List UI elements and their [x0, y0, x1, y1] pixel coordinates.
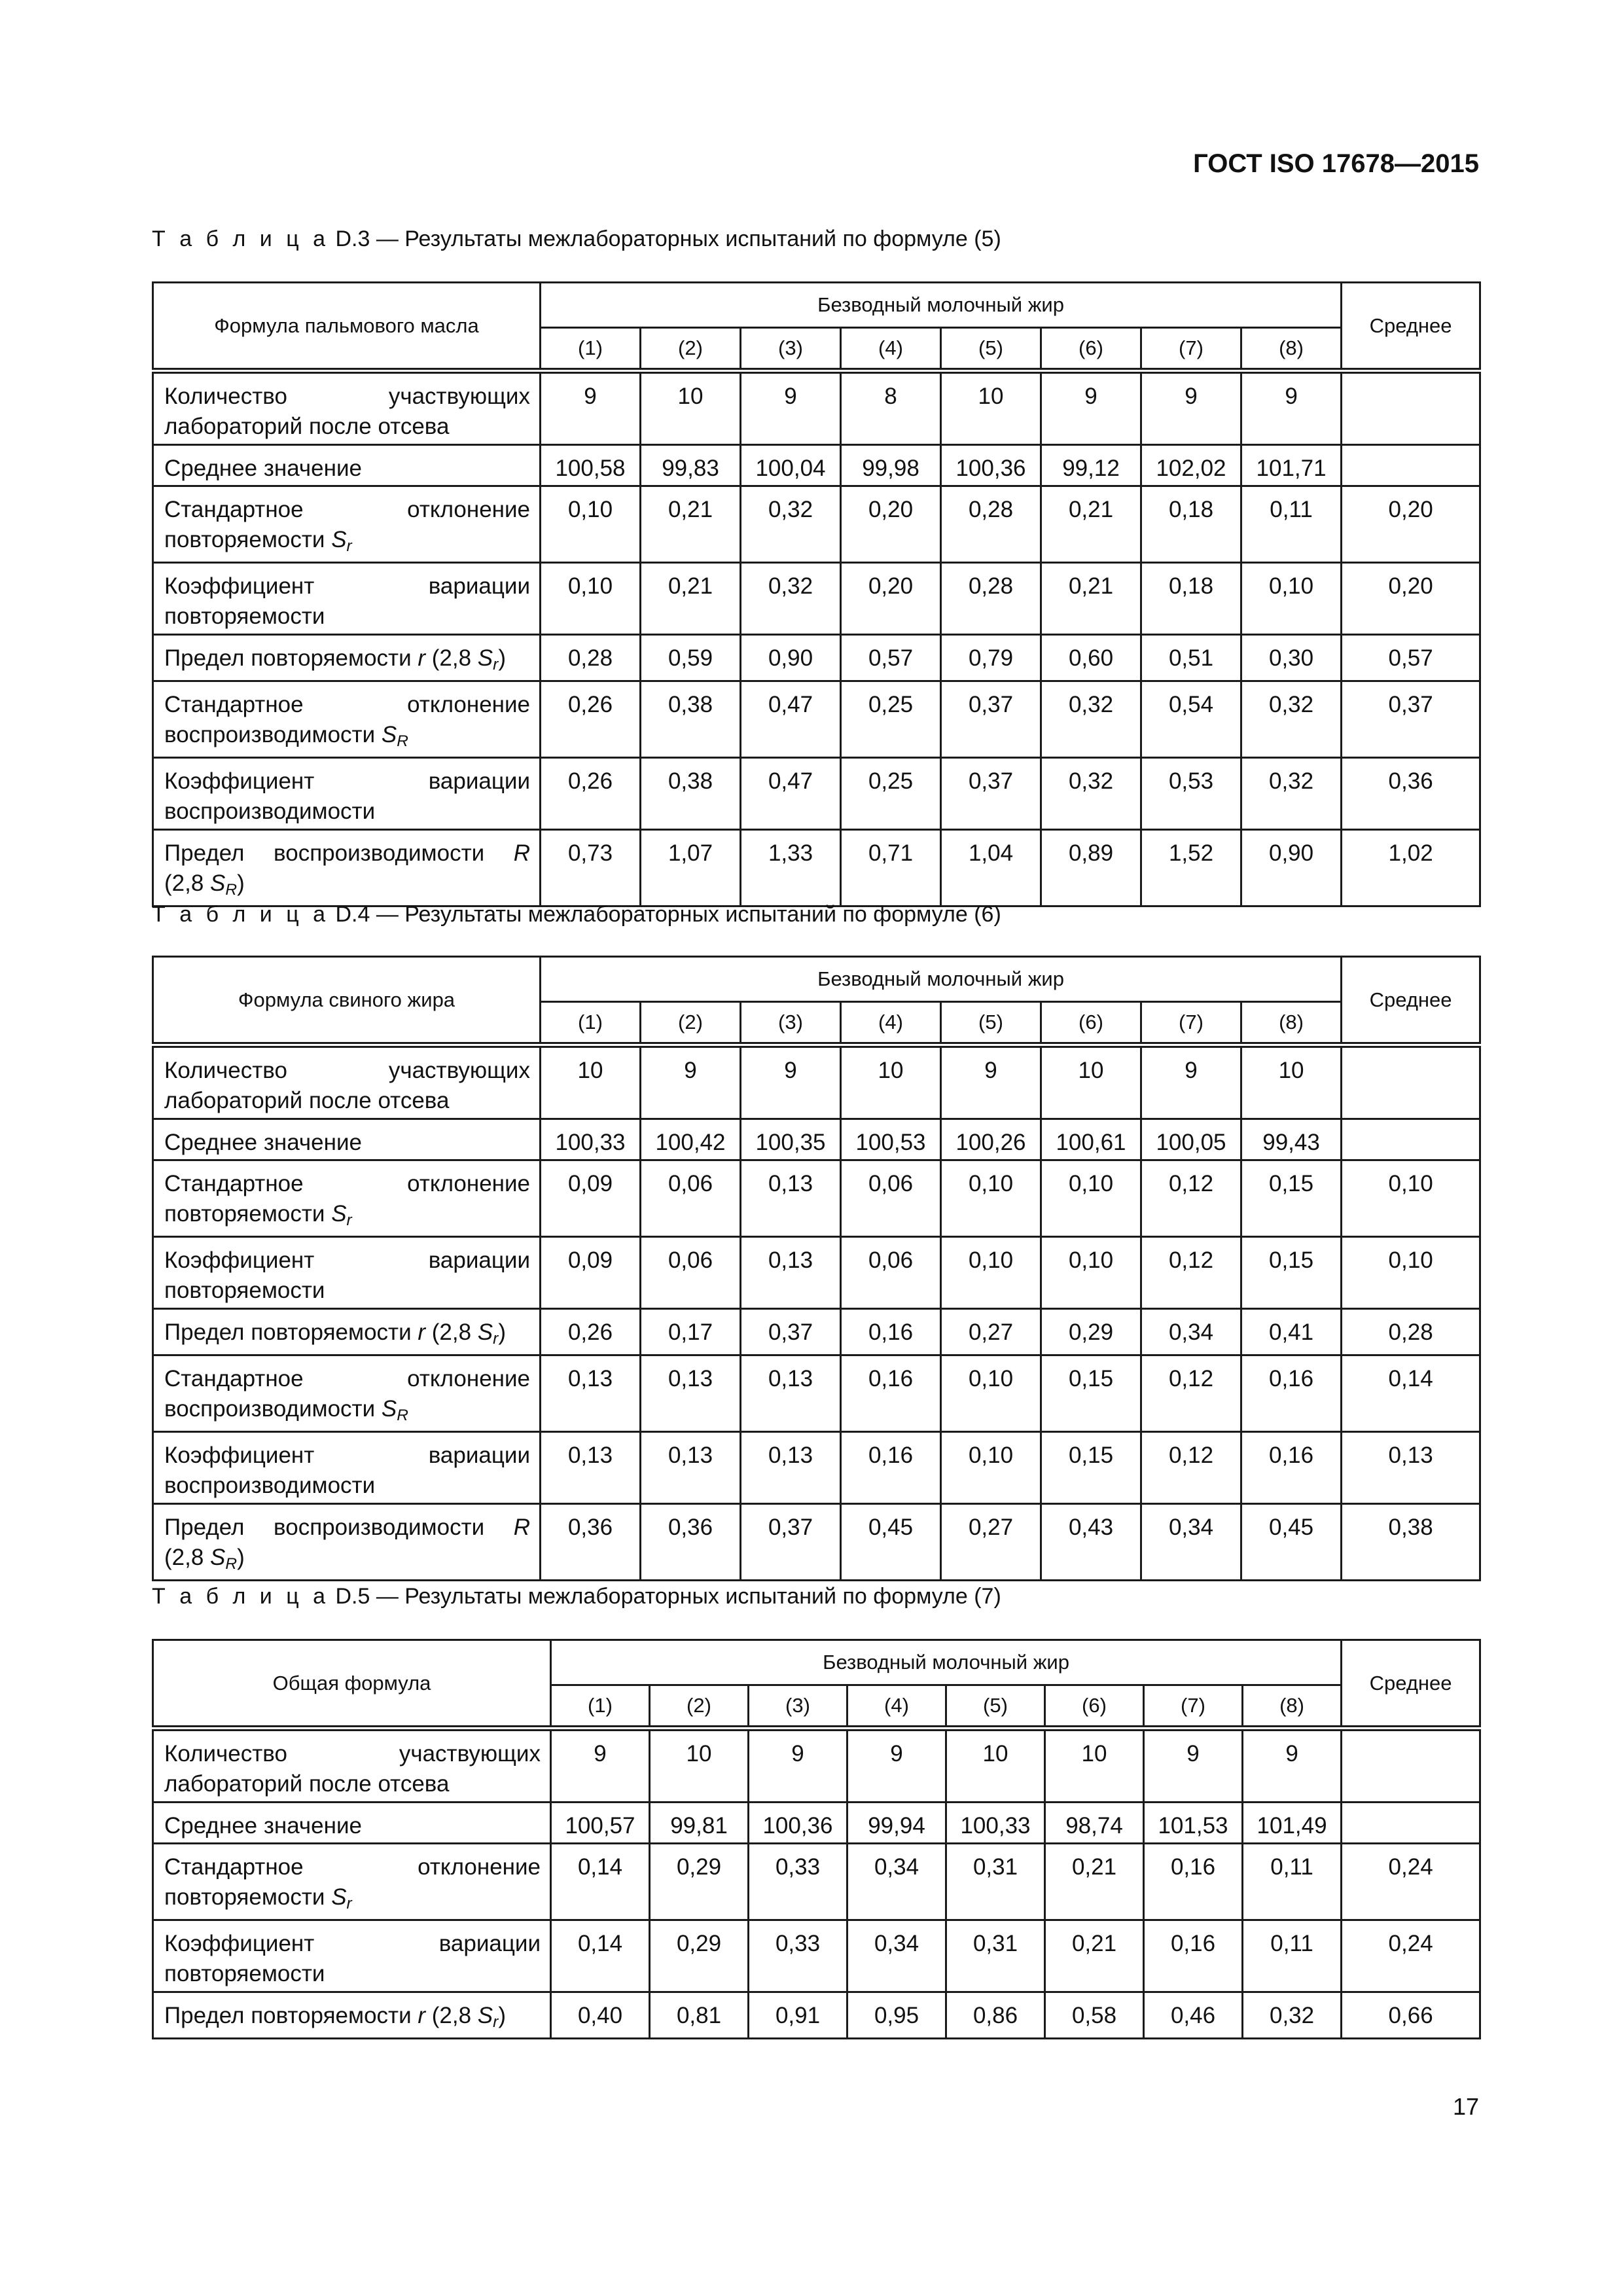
value-cell: 99,94 — [847, 1803, 946, 1844]
caption-label: Т а б л и ц а — [152, 1584, 330, 1609]
average-cell — [1342, 1729, 1480, 1803]
caption-text: D.3 — Результаты межлабораторных испытаний по формуле (5) — [329, 226, 1001, 251]
value-cell: 0,16 — [1144, 1844, 1243, 1920]
value-cell: 0,32 — [1241, 758, 1342, 830]
value-cell: 9 — [551, 1729, 650, 1803]
average-cell: 0,10 — [1342, 1160, 1480, 1237]
value-cell: 9 — [641, 1045, 741, 1119]
table-row — [153, 1432, 1480, 1504]
row-header-cell: Формула свиного жира — [153, 957, 541, 1045]
value-cell: 98,74 — [1045, 1803, 1144, 1844]
value-cell: 0,09 — [541, 1237, 641, 1309]
column-number-cell: (5) — [941, 328, 1041, 371]
value-cell: 0,12 — [1141, 1237, 1241, 1309]
value-cell: 0,34 — [1141, 1504, 1241, 1581]
caption-text: D.5 — Результаты межлабораторных испытаний по формуле (7) — [329, 1584, 1001, 1609]
value-cell: 99,81 — [650, 1803, 749, 1844]
row-label: Среднее значение — [153, 1119, 541, 1160]
value-cell: 0,46 — [1144, 1992, 1243, 2039]
value-cell: 9 — [1144, 1729, 1243, 1803]
average-cell: 0,28 — [1342, 1309, 1480, 1355]
value-cell: 0,18 — [1141, 563, 1241, 635]
column-number-cell: (1) — [541, 328, 641, 371]
value-cell: 9 — [847, 1729, 946, 1803]
value-cell: 0,28 — [941, 486, 1041, 563]
row-label: Коэффициент вариации воспроизводимости — [153, 1432, 541, 1504]
average-cell — [1342, 1119, 1480, 1160]
table-row — [153, 563, 1480, 635]
average-cell: 1,02 — [1342, 830, 1480, 906]
value-cell: 0,38 — [641, 758, 741, 830]
value-cell: 9 — [1141, 1045, 1241, 1119]
column-number-cell: (2) — [641, 1002, 741, 1045]
caption-text: D.4 — Результаты межлабораторных испытаний по формуле (6) — [329, 902, 1001, 927]
value-cell: 0,28 — [941, 563, 1041, 635]
value-cell: 1,52 — [1141, 830, 1241, 906]
value-cell: 0,29 — [1041, 1309, 1141, 1355]
value-cell: 0,10 — [541, 563, 641, 635]
value-cell: 99,83 — [641, 445, 741, 486]
value-cell: 0,47 — [741, 681, 841, 758]
value-cell: 0,10 — [941, 1355, 1041, 1432]
header-row — [153, 1640, 1480, 1685]
column-number-cell: (1) — [541, 1002, 641, 1045]
value-cell: 0,31 — [946, 1844, 1045, 1920]
value-cell: 0,10 — [941, 1237, 1041, 1309]
average-header-cell: Среднее — [1342, 957, 1480, 1045]
value-cell: 0,81 — [650, 1992, 749, 2039]
value-cell: 9 — [1141, 371, 1241, 445]
value-cell: 101,71 — [1241, 445, 1342, 486]
column-number-cell: (6) — [1045, 1685, 1144, 1729]
value-cell: 0,21 — [1045, 1844, 1144, 1920]
row-label: Коэффициент вариации воспроизводимости — [153, 758, 541, 830]
row-label: Предел воспроизводимости R (2,8 $S_R$) — [153, 1504, 541, 1581]
row-header-cell: Формула пальмового масла — [153, 283, 541, 371]
table-row — [153, 758, 1480, 830]
row-label: Стандартное отклонение воспроизводимости $S_R$ — [153, 1355, 541, 1432]
row-label: Количество участвующих лабораторий после отсева — [153, 1045, 541, 1119]
value-cell: 0,32 — [1041, 758, 1141, 830]
document-header: ГОСТ ISO 17678—2015 — [1193, 149, 1479, 178]
column-number-cell: (4) — [841, 1002, 941, 1045]
group-header-cell: Безводный молочный жир — [551, 1640, 1342, 1685]
value-cell: 0,11 — [1243, 1920, 1342, 1992]
value-cell: 0,32 — [741, 563, 841, 635]
column-number-cell: (6) — [1041, 1002, 1141, 1045]
value-cell: 9 — [741, 1045, 841, 1119]
value-cell: 100,36 — [941, 445, 1041, 486]
value-cell: 0,43 — [1041, 1504, 1141, 1581]
row-header-cell: Общая формула — [153, 1640, 551, 1729]
value-cell: 0,33 — [749, 1920, 847, 1992]
value-cell: 0,11 — [1243, 1844, 1342, 1920]
table-caption — [152, 226, 1001, 252]
table-row — [153, 486, 1480, 563]
table-caption — [152, 1584, 1001, 1609]
row-label: Предел повторяемости r (2,8 $S_r$) — [153, 1309, 541, 1355]
caption-label: Т а б л и ц а — [152, 902, 330, 927]
value-cell: 0,13 — [741, 1237, 841, 1309]
value-cell: 0,89 — [1041, 830, 1141, 906]
table-row — [153, 1355, 1480, 1432]
row-label: Количество участвующих лабораторий после отсева — [153, 371, 541, 445]
value-cell: 0,59 — [641, 635, 741, 681]
value-cell: 0,90 — [741, 635, 841, 681]
value-cell: 0,36 — [641, 1504, 741, 1581]
value-cell: 0,36 — [541, 1504, 641, 1581]
average-cell: 0,24 — [1342, 1844, 1480, 1920]
value-cell: 100,05 — [1141, 1119, 1241, 1160]
value-cell: 102,02 — [1141, 445, 1241, 486]
column-number-cell: (8) — [1241, 1002, 1342, 1045]
value-cell: 0,71 — [841, 830, 941, 906]
value-cell: 0,79 — [941, 635, 1041, 681]
column-number-cell: (4) — [847, 1685, 946, 1729]
value-cell: 0,30 — [1241, 635, 1342, 681]
table-caption — [152, 902, 1001, 927]
value-cell: 0,13 — [541, 1355, 641, 1432]
value-cell: 0,53 — [1141, 758, 1241, 830]
value-cell: 0,10 — [941, 1432, 1041, 1504]
value-cell: 0,38 — [641, 681, 741, 758]
value-cell: 100,57 — [551, 1803, 650, 1844]
value-cell: 0,13 — [641, 1432, 741, 1504]
value-cell: 0,09 — [541, 1160, 641, 1237]
value-cell: 0,29 — [650, 1920, 749, 1992]
table-row — [153, 1920, 1480, 1992]
value-cell: 0,14 — [551, 1920, 650, 1992]
value-cell: 0,13 — [641, 1355, 741, 1432]
value-cell: 0,13 — [741, 1160, 841, 1237]
value-cell: 10 — [641, 371, 741, 445]
data-table — [152, 956, 1481, 1581]
value-cell: 0,10 — [541, 486, 641, 563]
group-header-cell: Безводный молочный жир — [541, 283, 1342, 328]
value-cell: 10 — [650, 1729, 749, 1803]
value-cell: 0,12 — [1141, 1160, 1241, 1237]
value-cell: 100,58 — [541, 445, 641, 486]
value-cell: 10 — [541, 1045, 641, 1119]
average-cell: 0,14 — [1342, 1355, 1480, 1432]
value-cell: 0,27 — [941, 1309, 1041, 1355]
value-cell: 0,11 — [1241, 486, 1342, 563]
value-cell: 0,13 — [541, 1432, 641, 1504]
value-cell: 100,53 — [841, 1119, 941, 1160]
value-cell: 0,25 — [841, 681, 941, 758]
row-label: Предел повторяемости r (2,8 $S_r$) — [153, 635, 541, 681]
value-cell: 0,60 — [1041, 635, 1141, 681]
table-row — [153, 1119, 1480, 1160]
column-number-cell: (8) — [1243, 1685, 1342, 1729]
group-header-cell: Безводный молочный жир — [541, 957, 1342, 1002]
value-cell: 100,36 — [749, 1803, 847, 1844]
value-cell: 0,16 — [1144, 1920, 1243, 1992]
average-cell — [1342, 371, 1480, 445]
value-cell: 0,06 — [641, 1160, 741, 1237]
value-cell: 0,51 — [1141, 635, 1241, 681]
value-cell: 0,34 — [847, 1920, 946, 1992]
value-cell: 99,98 — [841, 445, 941, 486]
value-cell: 0,40 — [551, 1992, 650, 2039]
value-cell: 9 — [541, 371, 641, 445]
value-cell: 0,25 — [841, 758, 941, 830]
average-cell: 0,57 — [1342, 635, 1480, 681]
value-cell: 0,17 — [641, 1309, 741, 1355]
value-cell: 0,58 — [1045, 1992, 1144, 2039]
row-label: Коэффициент вариации повторяемости — [153, 1237, 541, 1309]
table-row — [153, 1160, 1480, 1237]
value-cell: 8 — [841, 371, 941, 445]
value-cell: 0,41 — [1241, 1309, 1342, 1355]
value-cell: 0,45 — [1241, 1504, 1342, 1581]
value-cell: 0,73 — [541, 830, 641, 906]
value-cell: 0,06 — [841, 1237, 941, 1309]
value-cell: 10 — [1045, 1729, 1144, 1803]
header-row — [153, 957, 1480, 1002]
column-number-cell: (2) — [641, 328, 741, 371]
value-cell: 0,86 — [946, 1992, 1045, 2039]
value-cell: 0,16 — [841, 1309, 941, 1355]
value-cell: 0,15 — [1241, 1160, 1342, 1237]
average-header-cell: Среднее — [1342, 283, 1480, 371]
value-cell: 0,37 — [741, 1309, 841, 1355]
column-number-cell: (1) — [551, 1685, 650, 1729]
value-cell: 0,28 — [541, 635, 641, 681]
value-cell: 0,16 — [841, 1432, 941, 1504]
row-label: Стандартное отклонение повторяемости $S_r$ — [153, 1160, 541, 1237]
row-label: Коэффициент вариации повторяемости — [153, 1920, 551, 1992]
caption-label: Т а б л и ц а — [152, 226, 330, 251]
value-cell: 9 — [1241, 371, 1342, 445]
value-cell: 0,37 — [941, 758, 1041, 830]
average-cell: 0,37 — [1342, 681, 1480, 758]
value-cell: 0,32 — [1241, 681, 1342, 758]
table-row — [153, 445, 1480, 486]
value-cell: 0,26 — [541, 1309, 641, 1355]
value-cell: 0,16 — [841, 1355, 941, 1432]
value-cell: 100,35 — [741, 1119, 841, 1160]
table-row — [153, 1045, 1480, 1119]
value-cell: 1,04 — [941, 830, 1041, 906]
value-cell: 0,34 — [847, 1844, 946, 1920]
column-number-cell: (2) — [650, 1685, 749, 1729]
value-cell: 101,49 — [1243, 1803, 1342, 1844]
table-row — [153, 1844, 1480, 1920]
value-cell: 100,26 — [941, 1119, 1041, 1160]
value-cell: 0,32 — [741, 486, 841, 563]
column-number-cell: (5) — [946, 1685, 1045, 1729]
value-cell: 100,61 — [1041, 1119, 1141, 1160]
value-cell: 0,10 — [1241, 563, 1342, 635]
value-cell: 0,20 — [841, 486, 941, 563]
value-cell: 0,10 — [1041, 1237, 1141, 1309]
value-cell: 0,21 — [1041, 486, 1141, 563]
value-cell: 0,57 — [841, 635, 941, 681]
average-cell: 0,38 — [1342, 1504, 1480, 1581]
average-cell: 0,66 — [1342, 1992, 1480, 2039]
value-cell: 99,43 — [1241, 1119, 1342, 1160]
value-cell: 9 — [749, 1729, 847, 1803]
table-row — [153, 1309, 1480, 1355]
column-number-cell: (3) — [741, 328, 841, 371]
value-cell: 1,33 — [741, 830, 841, 906]
data-table — [152, 1639, 1481, 2039]
value-cell: 0,12 — [1141, 1355, 1241, 1432]
value-cell: 0,27 — [941, 1504, 1041, 1581]
table-row — [153, 830, 1480, 906]
value-cell: 0,16 — [1241, 1432, 1342, 1504]
table-row — [153, 635, 1480, 681]
value-cell: 100,33 — [946, 1803, 1045, 1844]
average-header-cell: Среднее — [1342, 1640, 1480, 1729]
header-row — [153, 283, 1480, 328]
value-cell: 0,10 — [941, 1160, 1041, 1237]
table-row — [153, 371, 1480, 445]
average-cell: 0,36 — [1342, 758, 1480, 830]
value-cell: 100,42 — [641, 1119, 741, 1160]
row-label: Количество участвующих лабораторий после отсева — [153, 1729, 551, 1803]
value-cell: 0,12 — [1141, 1432, 1241, 1504]
table-row — [153, 1992, 1480, 2039]
value-cell: 0,13 — [741, 1355, 841, 1432]
average-cell: 0,10 — [1342, 1237, 1480, 1309]
value-cell: 10 — [946, 1729, 1045, 1803]
column-number-cell: (6) — [1041, 328, 1141, 371]
average-cell — [1342, 1045, 1480, 1119]
value-cell: 0,26 — [541, 758, 641, 830]
row-label: Стандартное отклонение воспроизводимости $S_R$ — [153, 681, 541, 758]
page-number: 17 — [1452, 2093, 1479, 2120]
value-cell: 0,14 — [551, 1844, 650, 1920]
value-cell: 0,20 — [841, 563, 941, 635]
value-cell: 0,06 — [641, 1237, 741, 1309]
value-cell: 0,15 — [1041, 1355, 1141, 1432]
value-cell: 0,15 — [1041, 1432, 1141, 1504]
row-label: Коэффициент вариации повторяемости — [153, 563, 541, 635]
column-number-cell: (5) — [941, 1002, 1041, 1045]
average-cell: 0,24 — [1342, 1920, 1480, 1992]
column-number-cell: (4) — [841, 328, 941, 371]
value-cell: 0,10 — [1041, 1160, 1141, 1237]
row-label: Предел воспроизводимости R (2,8 $S_R$) — [153, 830, 541, 906]
value-cell: 0,21 — [1045, 1920, 1144, 1992]
value-cell: 9 — [941, 1045, 1041, 1119]
average-cell: 0,20 — [1342, 563, 1480, 635]
value-cell: 0,06 — [841, 1160, 941, 1237]
value-cell: 0,13 — [741, 1432, 841, 1504]
value-cell: 0,31 — [946, 1920, 1045, 1992]
data-table — [152, 281, 1481, 907]
value-cell: 0,18 — [1141, 486, 1241, 563]
value-cell: 0,45 — [841, 1504, 941, 1581]
row-label: Стандартное отклонение повторяемости $S_r$ — [153, 486, 541, 563]
average-cell: 0,20 — [1342, 486, 1480, 563]
value-cell: 1,07 — [641, 830, 741, 906]
value-cell: 99,12 — [1041, 445, 1141, 486]
value-cell: 0,90 — [1241, 830, 1342, 906]
value-cell: 9 — [741, 371, 841, 445]
value-cell: 10 — [1041, 1045, 1141, 1119]
value-cell: 10 — [1241, 1045, 1342, 1119]
table-row — [153, 1504, 1480, 1581]
value-cell: 100,04 — [741, 445, 841, 486]
table-row — [153, 681, 1480, 758]
value-cell: 0,21 — [641, 563, 741, 635]
value-cell: 10 — [941, 371, 1041, 445]
value-cell: 0,47 — [741, 758, 841, 830]
value-cell: 0,26 — [541, 681, 641, 758]
value-cell: 0,21 — [1041, 563, 1141, 635]
row-label: Среднее значение — [153, 445, 541, 486]
value-cell: 0,33 — [749, 1844, 847, 1920]
value-cell: 0,32 — [1243, 1992, 1342, 2039]
value-cell: 0,29 — [650, 1844, 749, 1920]
column-number-cell: (7) — [1141, 328, 1241, 371]
average-cell — [1342, 1803, 1480, 1844]
value-cell: 0,91 — [749, 1992, 847, 2039]
value-cell: 0,16 — [1241, 1355, 1342, 1432]
column-number-cell: (3) — [749, 1685, 847, 1729]
value-cell: 9 — [1243, 1729, 1342, 1803]
value-cell: 0,21 — [641, 486, 741, 563]
column-number-cell: (7) — [1141, 1002, 1241, 1045]
table-row — [153, 1803, 1480, 1844]
value-cell: 0,54 — [1141, 681, 1241, 758]
average-cell: 0,13 — [1342, 1432, 1480, 1504]
column-number-cell: (7) — [1144, 1685, 1243, 1729]
value-cell: 10 — [841, 1045, 941, 1119]
value-cell: 0,32 — [1041, 681, 1141, 758]
value-cell: 0,95 — [847, 1992, 946, 2039]
table-row — [153, 1729, 1480, 1803]
value-cell: 9 — [1041, 371, 1141, 445]
column-number-cell: (8) — [1241, 328, 1342, 371]
row-label: Предел повторяемости r (2,8 $S_r$) — [153, 1992, 551, 2039]
value-cell: 0,15 — [1241, 1237, 1342, 1309]
value-cell: 100,33 — [541, 1119, 641, 1160]
row-label: Среднее значение — [153, 1803, 551, 1844]
value-cell: 101,53 — [1144, 1803, 1243, 1844]
column-number-cell: (3) — [741, 1002, 841, 1045]
average-cell — [1342, 445, 1480, 486]
value-cell: 0,34 — [1141, 1309, 1241, 1355]
row-label: Стандартное отклонение повторяемости $S_r$ — [153, 1844, 551, 1920]
table-row — [153, 1237, 1480, 1309]
value-cell: 0,37 — [941, 681, 1041, 758]
value-cell: 0,37 — [741, 1504, 841, 1581]
